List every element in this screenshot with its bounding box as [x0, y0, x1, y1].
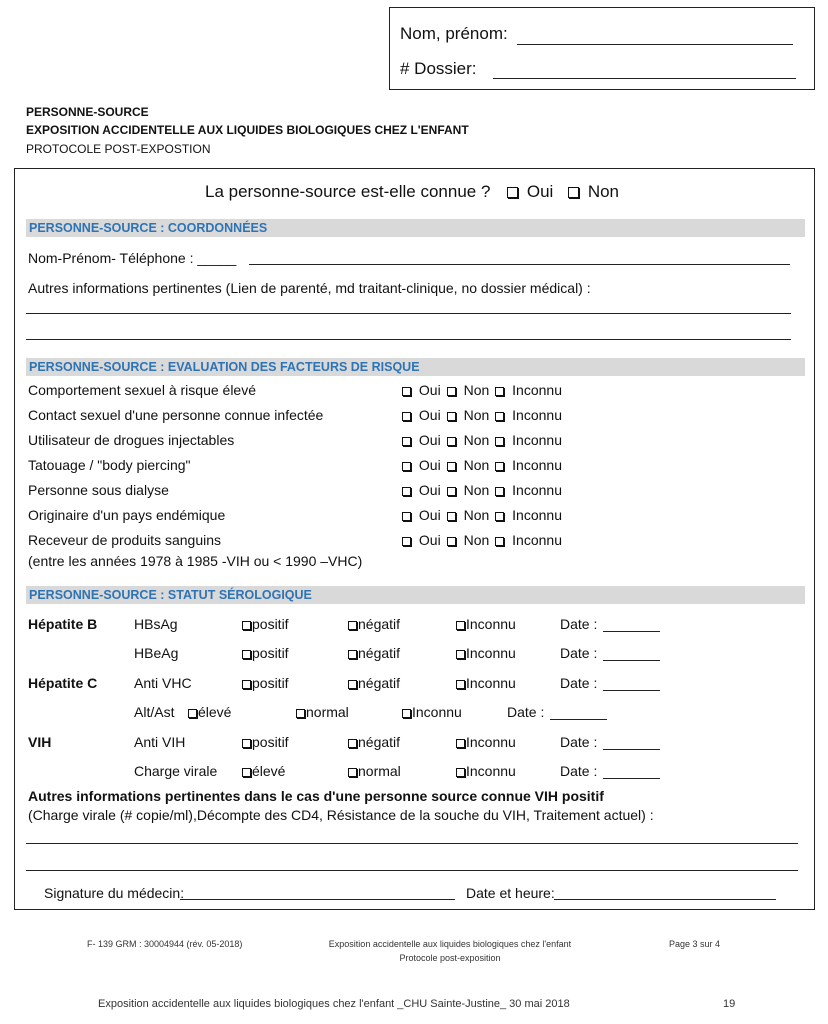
checkbox-icon[interactable]: [447, 487, 456, 496]
checkbox-icon[interactable]: [242, 680, 251, 689]
risk-option-1[interactable]: [447, 507, 490, 523]
file-field[interactable]: [493, 78, 796, 79]
doctor-signature-label: Signature du médecin:: [44, 885, 185, 901]
name-phone-field[interactable]: [249, 264, 790, 265]
patient-id-box: [389, 7, 815, 90]
vih-label: VIH: [28, 734, 52, 750]
serology-option-positif[interactable]: [242, 734, 289, 750]
checkbox-icon[interactable]: [456, 680, 465, 689]
date-label: Date :: [560, 734, 598, 750]
checkbox-icon[interactable]: [402, 412, 411, 421]
risk-option-1[interactable]: [447, 432, 490, 448]
serology-option-positif[interactable]: [242, 616, 289, 632]
risk-option-2[interactable]: [495, 407, 562, 423]
section-contact-title: PERSONNE-SOURCE : COORDONNÉES: [26, 219, 805, 237]
footer-bottom: Exposition accidentelle aux liquides biologiques chez l'enfant _CHU Sainte-Justine_ 30 mai 2018: [98, 998, 570, 1010]
vih-other-line-2[interactable]: [26, 870, 798, 871]
risk-option-0[interactable]: [402, 457, 441, 473]
risk-option-label: Non: [463, 432, 490, 448]
serology-option-label: négatif: [358, 734, 401, 750]
checkbox-icon[interactable]: [402, 462, 411, 471]
datetime-field[interactable]: [554, 899, 776, 900]
serology-option-positif[interactable]: [242, 645, 289, 661]
checkbox-icon[interactable]: [447, 387, 456, 396]
risk-option-0[interactable]: [402, 482, 441, 498]
risk-row-note: (entre les années 1978 à 1985 -VIH ou < 1990 –VHC): [28, 553, 363, 569]
other-info-line-1[interactable]: [26, 313, 791, 314]
date-label: Date :: [560, 763, 598, 779]
checkbox-icon[interactable]: [456, 621, 465, 630]
serology-option-label: négatif: [358, 675, 401, 691]
checkbox-icon[interactable]: [456, 739, 465, 748]
date-field[interactable]: [603, 690, 660, 691]
risk-option-label: Non: [463, 382, 490, 398]
risk-option-label: Oui: [418, 407, 441, 423]
footer-center-2: Protocole post-exposition: [399, 953, 501, 963]
date-field[interactable]: [603, 631, 660, 632]
risk-row-label: Comportement sexuel à risque élevé: [28, 382, 257, 398]
date-field[interactable]: [550, 719, 607, 720]
checkbox-icon[interactable]: [507, 187, 518, 198]
serology-option-label: positif: [252, 675, 289, 691]
risk-option-2[interactable]: [495, 457, 562, 473]
serology-option-label: Inconnu: [466, 645, 516, 661]
serology-option-label: négatif: [358, 616, 401, 632]
other-info-label: Autres informations pertinentes (Lien de parenté, md traitant-clinique, no dossier médical) :: [28, 280, 591, 296]
date-field[interactable]: [603, 749, 660, 750]
risk-option-label: Non: [463, 482, 490, 498]
checkbox-icon[interactable]: [447, 437, 456, 446]
footer-page: Page 3 sur 4: [669, 939, 721, 949]
serology-option-label: Inconnu: [466, 675, 516, 691]
risk-row-label: Personne sous dialyse: [28, 482, 169, 498]
serology-option-negatif[interactable]: [348, 645, 400, 661]
header-subtitle: EXPOSITION ACCIDENTELLE AUX LIQUIDES BIOLOGIQUES CHEZ L'ENFANT: [26, 123, 469, 137]
known-yes-option[interactable]: Oui: [507, 182, 553, 201]
serology-option-inconnu[interactable]: [456, 763, 516, 779]
serology-option-negatif[interactable]: [348, 616, 400, 632]
serology-option-eleve[interactable]: [188, 704, 231, 720]
test-charge-label: Charge virale: [134, 763, 218, 779]
checkbox-icon[interactable]: [296, 709, 305, 718]
checkbox-icon[interactable]: [242, 768, 251, 777]
footer-code: F- 139 GRM : 30004944 (rév. 05-2018): [87, 939, 243, 949]
risk-option-0[interactable]: [402, 407, 441, 423]
risk-option-0[interactable]: [402, 532, 441, 548]
serology-option-label: Inconnu: [412, 704, 462, 720]
vih-other-title: Autres informations pertinentes dans le cas d'une personne source connue VIH positif: [28, 788, 604, 804]
serology-option-label: normal: [306, 704, 349, 720]
risk-row-options: [402, 507, 568, 523]
checkbox-icon[interactable]: [456, 650, 465, 659]
risk-row-options: [402, 532, 568, 548]
checkbox-icon[interactable]: [495, 487, 504, 496]
checkbox-icon[interactable]: [348, 739, 357, 748]
risk-option-label: Non: [463, 407, 490, 423]
checkbox-icon[interactable]: [495, 387, 504, 396]
checkbox-icon[interactable]: [402, 709, 411, 718]
risk-option-label: Inconnu: [512, 532, 562, 548]
hep-b-label: Hépatite B: [28, 616, 98, 632]
serology-option-inconnu[interactable]: [456, 645, 516, 661]
serology-option-label: élevé: [198, 704, 232, 720]
risk-row-options: [402, 432, 568, 448]
serology-option-label: élevé: [252, 763, 286, 779]
risk-row-label: Receveur de produits sanguins: [28, 532, 222, 548]
risk-option-0[interactable]: [402, 432, 441, 448]
checkbox-icon[interactable]: [447, 537, 456, 546]
risk-option-label: Inconnu: [512, 407, 562, 423]
test-anti-vih-label: Anti VIH: [134, 734, 186, 750]
risk-option-label: Oui: [418, 432, 441, 448]
serology-option-label: positif: [252, 645, 289, 661]
risk-option-label: Inconnu: [512, 507, 562, 523]
serology-option-negatif[interactable]: [348, 675, 400, 691]
risk-option-label: Oui: [418, 507, 441, 523]
name-phone-label: Nom-Prénom- Téléphone : _____: [28, 250, 237, 266]
serology-option-label: normal: [358, 763, 401, 779]
date-field[interactable]: [603, 660, 660, 661]
date-label: Date :: [507, 704, 545, 720]
risk-option-1[interactable]: [447, 482, 490, 498]
risk-option-label: Inconnu: [512, 457, 562, 473]
name-field[interactable]: [517, 44, 793, 45]
risk-option-0[interactable]: [402, 382, 441, 398]
doctor-signature-field[interactable]: [180, 899, 455, 900]
checkbox-icon[interactable]: [242, 621, 251, 630]
date-field[interactable]: [603, 778, 660, 779]
risk-option-label: Inconnu: [512, 382, 562, 398]
serology-option-normal[interactable]: [348, 763, 401, 779]
risk-option-2[interactable]: [495, 532, 562, 548]
risk-option-label: Inconnu: [512, 432, 562, 448]
risk-option-1[interactable]: [447, 382, 490, 398]
risk-option-2[interactable]: [495, 482, 562, 498]
checkbox-icon[interactable]: [495, 462, 504, 471]
checkbox-icon[interactable]: [495, 437, 504, 446]
checkbox-icon[interactable]: [402, 487, 411, 496]
checkbox-icon[interactable]: [495, 537, 504, 546]
checkbox-icon[interactable]: [447, 412, 456, 421]
checkbox-icon[interactable]: [568, 187, 579, 198]
known-question-row: [205, 182, 619, 202]
risk-option-label: Non: [463, 507, 490, 523]
checkbox-icon[interactable]: [242, 739, 251, 748]
risk-row-options: [402, 382, 568, 398]
datetime-label: Date et heure:: [466, 885, 555, 901]
checkbox-icon[interactable]: [348, 768, 357, 777]
hep-c-label: Hépatite C: [28, 675, 98, 691]
serology-option-label: positif: [252, 616, 289, 632]
known-question: La personne-source est-elle connue ?: [205, 182, 491, 201]
serology-option-eleve[interactable]: [242, 763, 285, 779]
risk-row-options: [402, 482, 568, 498]
serology-option-negatif[interactable]: [348, 734, 400, 750]
date-label: Date :: [560, 675, 598, 691]
known-no-option[interactable]: Non: [568, 182, 619, 201]
risk-option-label: Inconnu: [512, 482, 562, 498]
risk-option-label: Oui: [418, 482, 441, 498]
footer-center-1: Exposition accidentelle aux liquides biologiques chez l'enfant: [328, 939, 572, 949]
other-info-line-2[interactable]: [26, 339, 791, 340]
file-label: # Dossier:: [400, 59, 477, 78]
serology-option-label: Inconnu: [466, 616, 516, 632]
risk-option-1[interactable]: [447, 407, 490, 423]
risk-option-label: Oui: [418, 532, 441, 548]
section-risk-title: PERSONNE-SOURCE : EVALUATION DES FACTEURS DE RISQUE: [26, 358, 805, 376]
serology-option-positif[interactable]: [242, 675, 289, 691]
checkbox-icon[interactable]: [242, 650, 251, 659]
checkbox-icon[interactable]: [495, 512, 504, 521]
risk-option-2[interactable]: [495, 507, 562, 523]
risk-option-label: Non: [463, 532, 490, 548]
serology-option-label: Inconnu: [466, 763, 516, 779]
risk-row-options: [402, 407, 568, 423]
checkbox-icon[interactable]: [495, 412, 504, 421]
risk-option-label: Oui: [418, 382, 441, 398]
header-title: PERSONNE-SOURCE: [26, 105, 149, 119]
test-hbeag-label: HBeAg: [134, 645, 179, 661]
risk-row-label: Originaire d'un pays endémique: [28, 507, 226, 523]
risk-option-2[interactable]: [495, 382, 562, 398]
risk-row-label: Tatouage / "body piercing": [28, 457, 191, 473]
checkbox-icon[interactable]: [402, 537, 411, 546]
serology-option-inconnu[interactable]: [456, 734, 516, 750]
test-anti-vhc-label: Anti VHC: [134, 675, 192, 691]
serology-option-normal[interactable]: [296, 704, 349, 720]
risk-option-1[interactable]: [447, 532, 490, 548]
section-serology-title: PERSONNE-SOURCE : STATUT SÉROLOGIQUE: [26, 586, 805, 604]
checkbox-icon[interactable]: [348, 680, 357, 689]
risk-option-label: Oui: [418, 457, 441, 473]
serology-option-label: Inconnu: [466, 734, 516, 750]
vih-other-detail: (Charge virale (# copie/ml),Décompte des CD4, Résistance de la souche du VIH, Traitement actuel) :: [28, 807, 654, 823]
risk-row-options: [402, 457, 568, 473]
risk-row-label: Contact sexuel d'une personne connue infectée: [28, 407, 324, 423]
checkbox-icon[interactable]: [456, 768, 465, 777]
checkbox-icon[interactable]: [348, 650, 357, 659]
name-label: Nom, prénom:: [400, 24, 508, 43]
checkbox-icon[interactable]: [447, 512, 456, 521]
serology-option-inconnu[interactable]: [456, 675, 516, 691]
serology-option-inconnu[interactable]: [402, 704, 462, 720]
checkbox-icon[interactable]: [188, 709, 197, 718]
serology-option-label: positif: [252, 734, 289, 750]
risk-option-0[interactable]: [402, 507, 441, 523]
test-alt-ast-label: Alt/Ast: [134, 704, 175, 720]
date-label: Date :: [560, 616, 598, 632]
test-hbsag-label: HBsAg: [134, 616, 178, 632]
risk-row-label: Utilisateur de drogues injectables: [28, 432, 235, 448]
serology-option-label: négatif: [358, 645, 401, 661]
risk-option-1[interactable]: [447, 457, 490, 473]
header-protocol: PROTOCOLE POST-EXPOSTION: [26, 142, 211, 156]
risk-option-2[interactable]: [495, 432, 562, 448]
serology-option-inconnu[interactable]: [456, 616, 516, 632]
checkbox-icon[interactable]: [402, 512, 411, 521]
vih-other-line-1[interactable]: [26, 843, 798, 844]
risk-option-label: Non: [463, 457, 490, 473]
checkbox-icon[interactable]: [402, 437, 411, 446]
footer-page-number: 19: [723, 998, 736, 1010]
checkbox-icon[interactable]: [348, 621, 357, 630]
checkbox-icon[interactable]: [447, 462, 456, 471]
date-label: Date :: [560, 645, 598, 661]
checkbox-icon[interactable]: [402, 387, 411, 396]
